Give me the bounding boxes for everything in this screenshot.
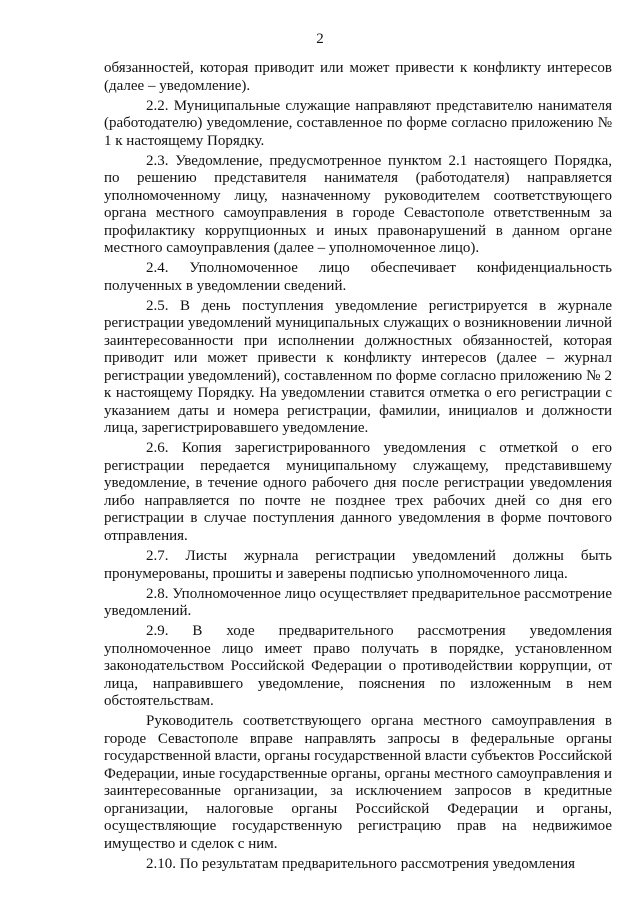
paragraph-continuation: обязанностей, которая приводит или может привести к конфликту интересов (далее – уведомление). [104, 60, 612, 94]
paragraph-2-5: 2.5. В день поступления уведомление регистрируется в журнале регистрации уведомлений муниципальных служащих о возникновении личной заинтересованности при исполнении должностных обязанностей, которая приводит или может привести к конфликту интересов (далее – журнал регистрации уведомлений), составленном по форме согласно приложению № 2 к настоящему Порядку. На уведомлении ставится отметка о его регистрации с указанием даты и номера регистрации, фамилии, инициалов и должности лица, зарегистрировавшего уведомление. [104, 297, 612, 437]
paragraph-2-10: 2.10. По результатам предварительного рассмотрения уведомления [146, 855, 576, 872]
paragraph-2-4: 2.4. Уполномоченное лицо обеспечивает конфиденциальность полученных в уведомлении сведений. [104, 260, 612, 294]
paragraph-2-3: 2.3. Уведомление, предусмотренное пунктом 2.1 настоящего Порядка, по решению представителя нанимателя (работодателя) направляется уполномоченному лицу, назначенному руководителем соответствующего органа местного самоуправления в городе Севастополе ответственным за профилактику коррупционных и иных правонарушений в данном органе местного самоуправления (далее – уполномоченное лицо). [104, 152, 612, 257]
paragraph-head-requests: Руководитель соответствующего органа местного самоуправления в городе Севастополе вправе направлять запросы в федеральные органы государственной власти, органы государственной власти субъектов Российской Федерации, иные государственные органы, органы местного самоуправления и заинтересованные организации, за исключением запросов в кредитные организации, налоговые органы Российской Федерации и органы, осуществляющие государственную регистрацию прав на недвижимое имущество и сделок с ним. [104, 713, 612, 852]
paragraph-2-6: 2.6. Копия зарегистрированного уведомления с отметкой о его регистрации передается муниципальному служащему, представившему уведомление, в течение одного рабочего дня после регистрации уведомления либо направляется по почте не позднее трех рабочих дней со дня его регистрации в случае поступления данного уведомления в форме почтового отправления. [104, 440, 612, 544]
document-body [104, 60, 612, 876]
paragraph-2-2: 2.2. Муниципальные служащие направляют представителю нанимателя (работодателю) уведомление, составленное по форме согласно приложению № 1 к настоящему Порядку. [104, 97, 612, 149]
paragraph-2-7: 2.7. Листы журнала регистрации уведомлений должны быть пронумерованы, прошиты и заверены подписью уполномоченного лица. [104, 548, 612, 582]
page-number: 2 [316, 31, 324, 47]
paragraph-2-9: 2.9. В ходе предварительного рассмотрения уведомления уполномоченное лицо имеет право получать в порядке, установленном законодательством Российской Федерации о противодействии коррупции, от лица, направившего уведомление, пояснения по изложенным в нем обстоятельствам. [104, 623, 612, 710]
paragraph-2-8: 2.8. Уполномоченное лицо осуществляет предварительное рассмотрение уведомлений. [104, 585, 612, 620]
